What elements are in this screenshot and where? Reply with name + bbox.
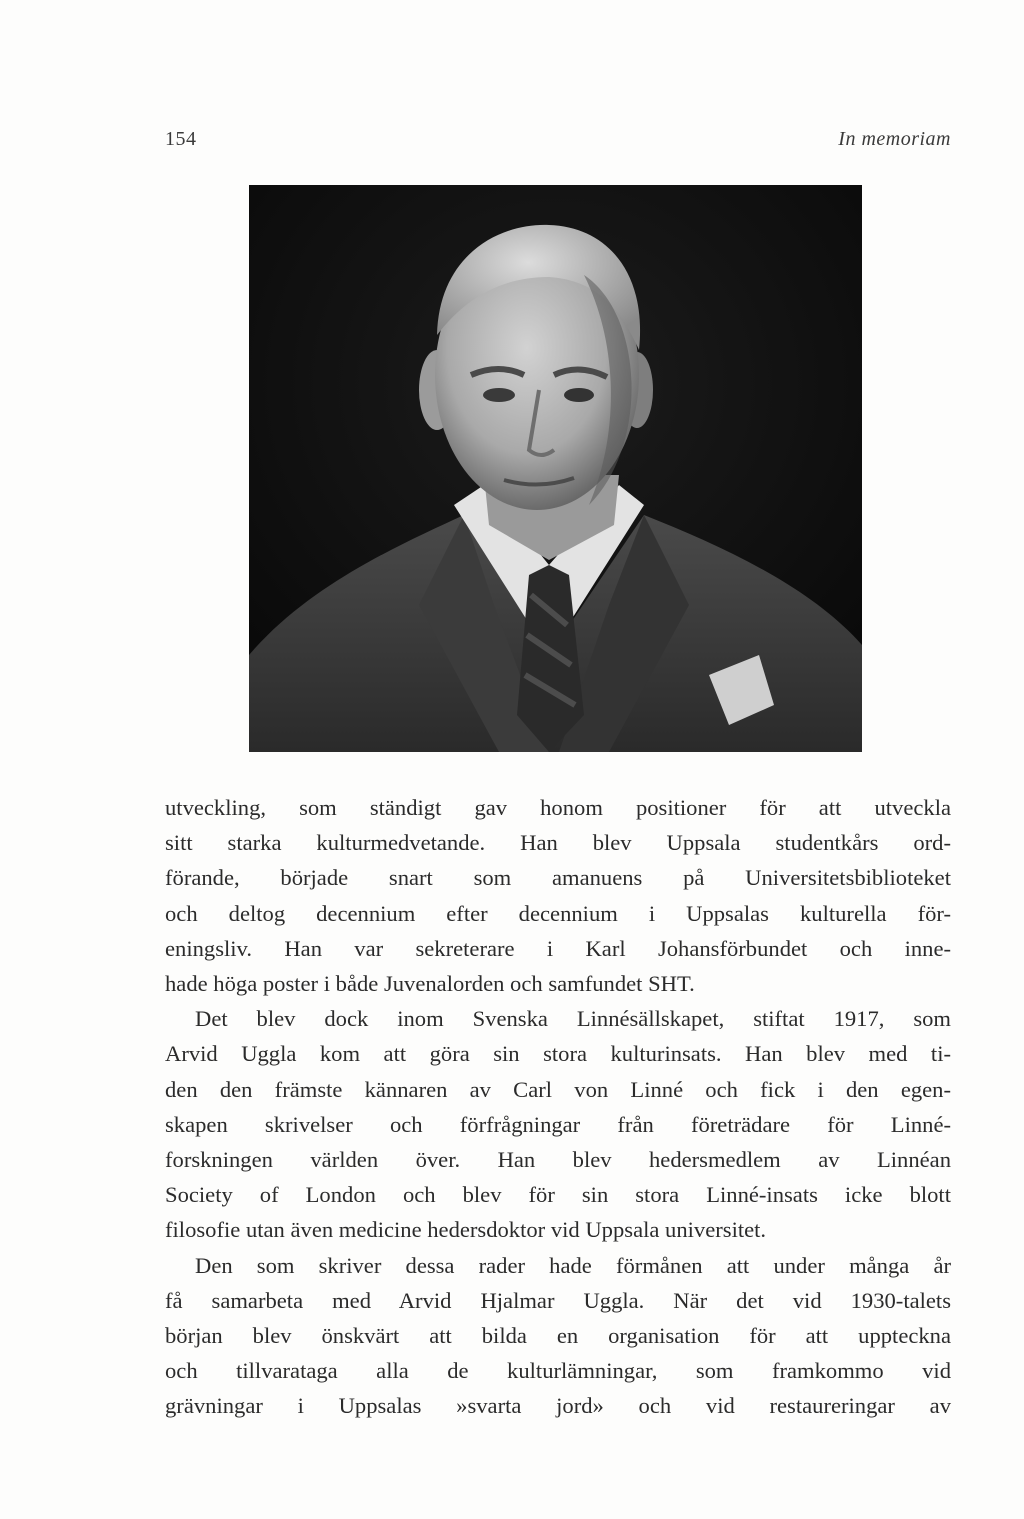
paragraph-1-line-6: hade höga poster i både Juvenalorden och samfundet SHT. — [165, 971, 695, 997]
paragraph-1-line-2: sitt starka kulturmedvetande. Han blev Uppsala studentkårs ord- — [165, 830, 951, 856]
paragraph-2-line-2: Arvid Uggla kom att göra sin stora kulturinsats. Han blev med ti- — [165, 1041, 951, 1067]
paragraph-3-line-1: Den som skriver dessa rader hade förmånen att under många år — [195, 1252, 951, 1278]
running-head — [165, 128, 951, 158]
paragraph-2-line-6: Society of London och blev för sin stora Linné-insats icke blott — [165, 1182, 951, 1208]
page-number: 154 — [165, 128, 197, 150]
paragraph-1-line-1: utveckling, som ständigt gav honom positioner för att utveckla — [165, 795, 951, 820]
portrait-photo-icon — [249, 185, 862, 752]
paragraph-1-line-5: eningsliv. Han var sekreterare i Karl Johansförbundet och inne- — [165, 935, 951, 961]
paragraph-3-line-2: få samarbeta med Arvid Hjalmar Uggla. När det vid 1930-talets — [165, 1287, 951, 1313]
paragraph-2-line-7: filosofie utan även medicine hedersdoktor vid Uppsala universitet. — [165, 1217, 767, 1243]
paragraph-1-line-4: och deltog decennium efter decennium i Uppsalas kulturella för- — [165, 900, 951, 926]
paragraph-2-line-4: skapen skrivelser och förfrågningar från företrädare för Linné- — [165, 1111, 951, 1137]
body-text — [165, 790, 951, 1424]
paragraph-1-line-3: förande, började snart som amanuens på Universitetsbiblioteket — [165, 865, 951, 891]
paragraph-2-line-1: Det blev dock inom Svenska Linnésällskapet, stiftat 1917, som — [195, 1006, 951, 1032]
portrait-photo — [249, 185, 862, 752]
paragraph-3-line-5: grävningar i Uppsalas »svarta jord» och vid restaureringar av — [165, 1393, 951, 1419]
section-title: In memoriam — [838, 128, 951, 150]
paragraph-3-line-4: och tillvaratagа alla de kulturlämningar, som framkommo vid — [165, 1358, 951, 1384]
paragraph-2-line-5: forskningen världen över. Han blev hedersmedlem av Linnéan — [165, 1147, 951, 1173]
paragraph-2-line-3: den den främste kännaren av Carl von Linné och fick i den egen- — [165, 1076, 951, 1102]
paragraph-3-line-3: början blev önskvärt att bilda en organisation för att uppteckna — [165, 1323, 951, 1349]
